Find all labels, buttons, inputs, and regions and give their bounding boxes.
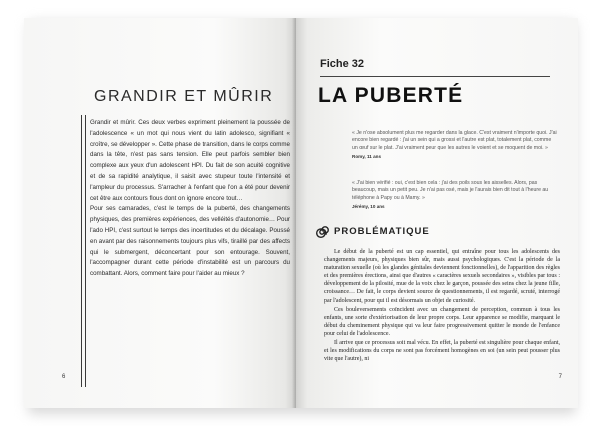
fiche-divider xyxy=(320,76,550,77)
body-paragraph: Il arrive que ce processus soit mal vécu. En effet, la puberté est singulière pour chaque enfant, et les modifications du corps ne sont pas forcément homogènes en soi (un sein peut pousser plus vite que l'autre), ni xyxy=(324,340,560,363)
fiche-label: Fiche 32 xyxy=(320,58,365,70)
spiral-icon xyxy=(316,224,330,238)
section-label: PROBLÉMATIQUE xyxy=(334,225,430,237)
section-heading xyxy=(316,224,430,238)
left-page-body: Grandir et mûrir. Ces deux verbes expriment pleinement la poussée de l'adolescence « un mot qui nous vient du latin adolesco, signifiant « croître, se développer ». Cette phase de transition, dans le corps comme dans la tête, n'est pas sans tension. Elle peut parfois sembler bien complexe aux yeux d'un adolescent HPI. Du fait de son acuité cognitive et de sa rapidité analytique, il saisit avec stupeur toute l'intensité et l'ampleur du processus. S'arracher à l'enfant que l'on a été pour devenir cet être aux contours flous dont on ignore encore tout… Pour ses camarades, c'est le temps de la puberté, des changements physiques, des premières expériences, des velléités d'autonomie… Pour l'ado HPI, c'est surtout le temps des incertitudes et du décalage. Poussé en avant par des raisonnements toujours plus vifs, tiraillé par des affects qui le submergent, déconcertant pour son entourage. Souvent, l'accompagner durant cette période d'instabilité est un parcours du combattant. Alors, comment faire pour l'aider au mieux ? xyxy=(90,119,290,278)
quote-author: Jérémy, 10 ans xyxy=(352,204,385,210)
left-page-number: 6 xyxy=(62,374,66,380)
quote-author: Romy, 11 ans xyxy=(352,154,382,160)
quote-block xyxy=(352,180,558,211)
right-page-number: 7 xyxy=(558,374,562,380)
right-page-title: LA PUBERTÉ xyxy=(318,84,464,107)
left-page xyxy=(24,18,296,408)
quote-block xyxy=(352,130,558,161)
vertical-double-rule xyxy=(81,115,86,387)
right-page xyxy=(296,18,578,408)
body-paragraph: Le début de la puberté est un cap essentiel, qui entraîne pour tous les adolescents des changements majeurs, physiques bien sûr, mais aussi psychologiques. C'est la période de la maturation sexuelle (où les glandes génitales deviennent fonctionnelles), de l'apparition des règles et des premières érections, ainsi que d'autres « caractères sexuels secondaires », visibles par tous : développement de la pilosité, mue de la voix chez le garçon, poussée des seins chez la jeune fille, croissance… De fait, le corps devient source de questionnements, il est regardé, scruté, interrogé par l'adolescent, pour qui il est désormais un objet de curiosité. xyxy=(324,249,560,304)
left-page-title: GRANDIR ET MÛRIR xyxy=(94,88,274,105)
quote-text: « Je n'ose absolument plus me regarder dans la glace. C'est vraiment n'importe quoi. J'ai encore bien regardé : j'ai un sein qui a grossi et l'autre est plat, totalement plat, comme un œuf sur le plat. J'ai vraiment peur que les autres le voient et se moquent de moi. » xyxy=(352,130,557,151)
quote-text: « J'ai bien vérifié : oui, c'est bien cela : j'ai des poils sous les aisselles. Alors, pas beaucoup, mais un petit peu. Je n'ai pas osé, mais je l'aurais bien dit tout à l'heure au téléphone à Papy ou à Mamy. » xyxy=(352,180,549,201)
body-paragraph: Ces bouleversements coïncident avec un changement de perception, commun à tous les enfants, une sorte d'extériorisation de leur propre corps. Leur apparence se modifie, marquant le début du cheminement physique qui va leur faire progressivement quitter le monde de l'enfance pour celui de l'adolescence. xyxy=(324,306,560,337)
right-page-body xyxy=(324,248,560,364)
